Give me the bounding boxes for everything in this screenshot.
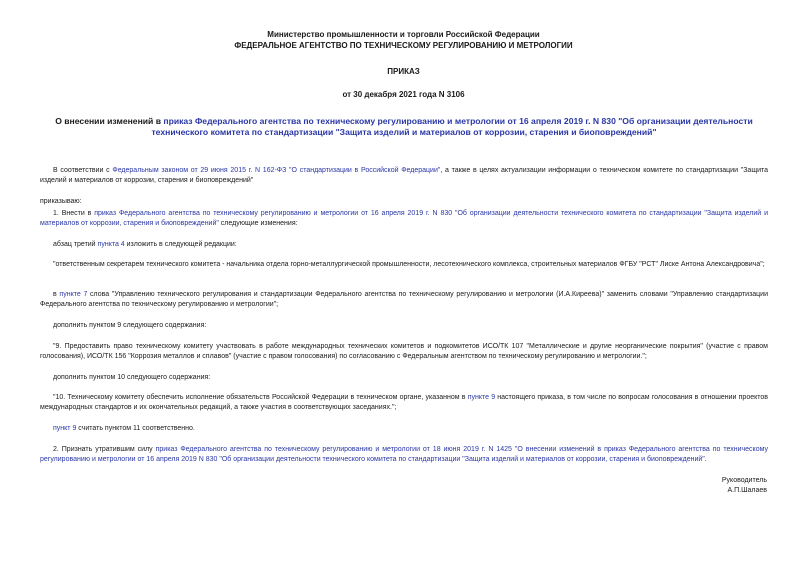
signature-role: Руководитель	[721, 477, 767, 484]
abzac-text-2: изложить в следующей редакции:	[124, 241, 237, 248]
punkt-9-renumber-paragraph	[40, 424, 768, 434]
item-1-text-2: следующие изменения:	[218, 220, 298, 227]
punkt-7-text-1: в	[53, 291, 60, 298]
order-1425-link[interactable]: приказ Федерального агентства по техническому регулированию и метрологии от 18 июня 2019 г. N 1425 "О внесении изменений в приказ Федерального агентства по техническому регулированию и метрологии от 16 апреля 2019 N 830 "Об организации деятельности технического комитета по стандартизации "Защита изделий и материалов от коррозии, старения и биоповреждений"	[40, 446, 768, 463]
item-1-text-1: 1. Внести в	[53, 210, 95, 217]
quote-10-text-2: настоящего приказа, в том числе по вопросам голосования в отношении проектов международных стандартов и их окончательных редакций, а также участия в соответствующих заседаниях.";	[40, 394, 768, 411]
add-punkt-10-text: дополнить пунктом 10 следующего содержания:	[53, 374, 211, 381]
preamble-text-2: , а также в целях актуализации информации о техническом комитете по стандартизации "Защита изделий и материалов от коррозии, старения и биоповреждений"	[40, 167, 769, 184]
document-date: от 30 декабря 2021 года N 3106	[342, 90, 465, 99]
title-link[interactable]: приказ Федерального агентства по техническому регулированию и метрологии от 16 апреля 2019 г. N 830 "Об организации деятельности технического комитета по стандартизации "Защита изделий и материалов от коррозии, старения и биоповреждений"	[151, 116, 753, 137]
item-1-paragraph	[40, 209, 768, 229]
item-2-text-2: .	[704, 456, 707, 463]
punkt-7-text-2: слова "Управлению технического регулирования и стандартизации Федерального агентства по техническому регулированию и метрологии (И.А.Киреева)" заменить словами "Управлению стандартизации Федерального агентства по техническому регулированию и метрологии";	[40, 291, 769, 308]
quote-punkt-10	[40, 393, 768, 413]
punkt-7-link[interactable]: пункте 7	[59, 291, 88, 298]
abzac-paragraph	[40, 240, 768, 250]
abzac-text-1: абзац третий	[53, 241, 98, 248]
preamble-text-1: В соответствии с	[53, 167, 113, 174]
add-punkt-9-text: дополнить пунктом 9 следующего содержания:	[53, 322, 207, 329]
punkt-9-link-in-quote[interactable]: пункте 9	[467, 394, 496, 401]
federal-law-link[interactable]: Федеральным законом от 29 июня 2015 г. N 162-ФЗ "О стандартизации в Российской Федерации"	[112, 167, 441, 174]
quote-secretary: "ответственным секретарем технического комитета - начальника отдела горно-металлургической промышленности, лесотехнического комплекса, строительных материалов ФГБУ "РСТ" Лиске Антона Александровича";	[53, 261, 765, 268]
punkt-7-paragraph	[40, 290, 768, 310]
document-title	[40, 116, 768, 138]
preamble-paragraph	[40, 166, 768, 186]
title-prefix: О внесении изменений в	[55, 116, 164, 126]
punkt-9-link[interactable]: пункт 9	[53, 425, 77, 432]
quote-10-text-1: "10. Техническому комитету обеспечить исполнение обязательств Российской Федерации в техническом органе, указанном в	[53, 394, 468, 401]
punkt-9-renumber-text: считать пунктом 11 соответственно.	[76, 425, 195, 432]
quote-punkt-9: "9. Предоставить право техническому комитету участвовать в работе международных технических комитетов и подкомитетов ИСО/ТК 107 "Металлические и другие неорганические покрытия" (участие с правом голосования), ИСО/ТК 156 "Коррозия металлов и сплавов" (участие с правом голосования) по согласованию с Федеральным агентством по техническому регулированию и метрологии.";	[40, 343, 768, 360]
prikazyvayu-text: приказываю:	[40, 198, 82, 205]
signature-name: А.П.Шалаев	[727, 487, 767, 494]
document-type: ПРИКАЗ	[387, 67, 420, 76]
order-830-link[interactable]: приказ Федерального агентства по техническому регулированию и метрологии от 16 апреля 2019 г. N 830 "Об организации деятельности технического комитета по стандартизации "Защита изделий и материалов от коррозии, старения и биоповреждений"	[40, 210, 768, 227]
ministry-name: Министерство промышленности и торговли Российской Федерации	[267, 30, 540, 39]
item-2-text-1: 2. Признать утратившим силу	[53, 446, 156, 453]
item-2-paragraph	[40, 445, 768, 465]
punkt-4-link[interactable]: пункта 4	[97, 241, 125, 248]
agency-name: ФЕДЕРАЛЬНОЕ АГЕНТСТВО ПО ТЕХНИЧЕСКОМУ РЕГУЛИРОВАНИЮ И МЕТРОЛОГИИ	[234, 41, 573, 50]
